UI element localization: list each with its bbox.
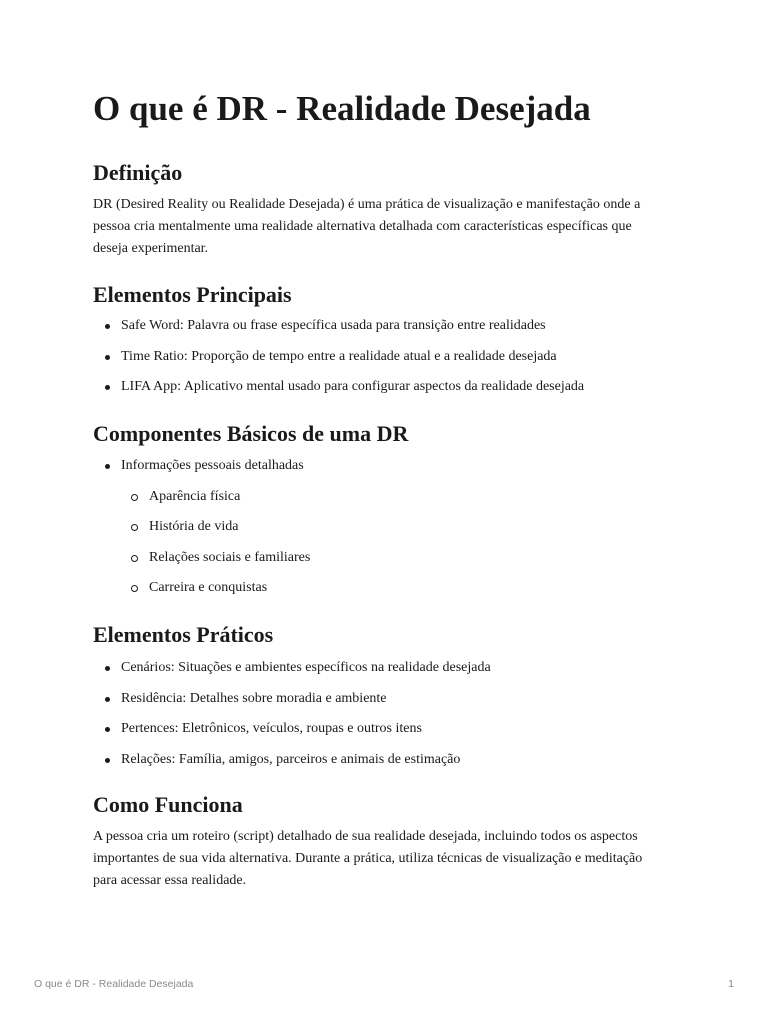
footer-page-number: 1 <box>728 978 734 990</box>
list-item: Safe Word: Palavra ou frase específica usada para transição entre realidades <box>93 316 673 347</box>
list-item: Informações pessoais detalhadas <box>93 456 673 487</box>
sub-list-item: Relações sociais e familiares <box>93 548 673 579</box>
list-item: Cenários: Situações e ambientes específicos na realidade desejada <box>93 658 673 689</box>
heading-definicao: Definição <box>93 160 183 185</box>
heading-elementos-principais: Elementos Principais <box>93 282 292 307</box>
heading-como-funciona: Como Funciona <box>93 792 243 817</box>
list-item: Time Ratio: Proporção de tempo entre a realidade atual e a realidade desejada <box>93 347 673 378</box>
footer-document-title: O que é DR - Realidade Desejada <box>34 978 194 990</box>
page-title: O que é DR - Realidade Desejada <box>93 89 591 128</box>
paragraph-definicao: DR (Desired Reality ou Realidade Desejada) é uma prática de visualização e manifestação onde a pessoa cria mentalmente uma realidade alternativa detalhada com características específicas que deseja experimentar. <box>93 197 641 256</box>
list-componentes-basicos <box>93 456 673 609</box>
heading-elementos-praticos: Elementos Práticos <box>93 622 274 647</box>
list-item: Relações: Família, amigos, parceiros e animais de estimação <box>93 750 673 781</box>
list-item: Residência: Detalhes sobre moradia e ambiente <box>93 689 673 720</box>
sub-list-item: História de vida <box>93 517 673 548</box>
sub-list-item: Aparência física <box>93 487 673 518</box>
list-elementos-principais <box>93 316 673 408</box>
list-item: LIFA App: Aplicativo mental usado para configurar aspectos da realidade desejada <box>93 377 673 408</box>
sub-list-item: Carreira e conquistas <box>93 578 673 609</box>
heading-componentes-basicos: Componentes Básicos de uma DR <box>93 421 409 446</box>
paragraph-como-funciona: A pessoa cria um roteiro (script) detalhado de sua realidade desejada, incluindo todos os aspectos importantes de sua vida alternativa. Durante a prática, utiliza técnicas de visualização e meditação para acessar essa realidade. <box>93 829 643 888</box>
list-elementos-praticos <box>93 658 673 780</box>
list-item: Pertences: Eletrônicos, veículos, roupas e outros itens <box>93 719 673 750</box>
